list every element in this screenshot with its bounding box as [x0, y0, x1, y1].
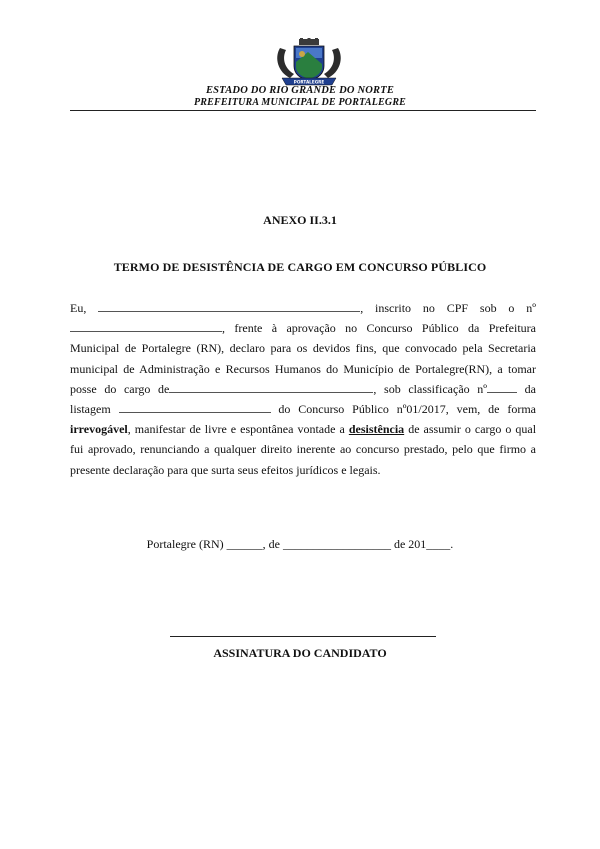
crest-ribbon-text: PORTALEGRE: [293, 79, 325, 85]
annex-heading: ANEXO II.3.1: [263, 213, 337, 227]
text-da: da: [524, 381, 536, 396]
date-line: Portalegre (RN) ______, de __________________ de 201____.: [146, 537, 454, 551]
text-cpf: , inscrito no CPF sob o nº: [360, 301, 536, 315]
text-concurso: do Concurso Público nº01/2017, vem, de forma: [278, 401, 537, 416]
header-divider: [70, 110, 536, 111]
body-line-1: [70, 298, 536, 318]
cargo-blank[interactable]: [169, 381, 373, 393]
text-posse: posse do cargo de: [70, 381, 170, 396]
body-line-9: presente declaração para que surta seus efeitos jurídicos e legais.: [70, 462, 381, 477]
text-assumir: de assumir o cargo o qual: [408, 422, 537, 437]
body-line-7: [70, 419, 536, 439]
signature-label: ASSINATURA DO CANDIDATO: [213, 646, 387, 660]
text-manifestar: , manifestar de livre e espontânea vontade a: [127, 422, 345, 437]
body-line-3: Municipal de Portalegre (RN), declaro para os devidos fins, que convocado pela Secretaria: [70, 341, 536, 356]
header-state: ESTADO DO RIO GRANDE DO NORTE: [205, 85, 395, 96]
text-approval: , frente à aprovação no Concurso Público da Prefeitura: [222, 321, 536, 336]
body-line-5: [70, 379, 536, 399]
text-desistencia: desistência: [348, 422, 405, 437]
municipal-coat-of-arms-icon: [272, 38, 346, 88]
text-listagem: listagem: [70, 401, 111, 416]
name-blank[interactable]: [98, 300, 360, 312]
text-irrevogavel: irrevogável: [70, 422, 128, 437]
body-line-2: [70, 318, 536, 338]
body-line-8: fui aprovado, renunciando a qualquer direito inerente ao concurso prestado, pelo que firmo a: [70, 442, 536, 457]
text-classification: , sob classificação nº: [373, 381, 488, 396]
body-line-6: [70, 399, 536, 419]
text-eu: Eu,: [70, 301, 87, 315]
cpf-blank[interactable]: [70, 320, 222, 332]
body-line-4: municipal de Administração e Recursos Humanos do Município de Portalegre(RN), a tomar: [70, 361, 536, 376]
document-title: TERMO DE DESISTÊNCIA DE CARGO EM CONCURSO PÚBLICO: [113, 260, 487, 274]
declaration-body: [70, 298, 536, 480]
signature-line[interactable]: [170, 636, 436, 637]
classification-blank[interactable]: [487, 381, 517, 393]
header-prefecture: PREFEITURA MUNICIPAL DE PORTALEGRE: [193, 97, 407, 108]
listing-blank[interactable]: [119, 401, 271, 413]
